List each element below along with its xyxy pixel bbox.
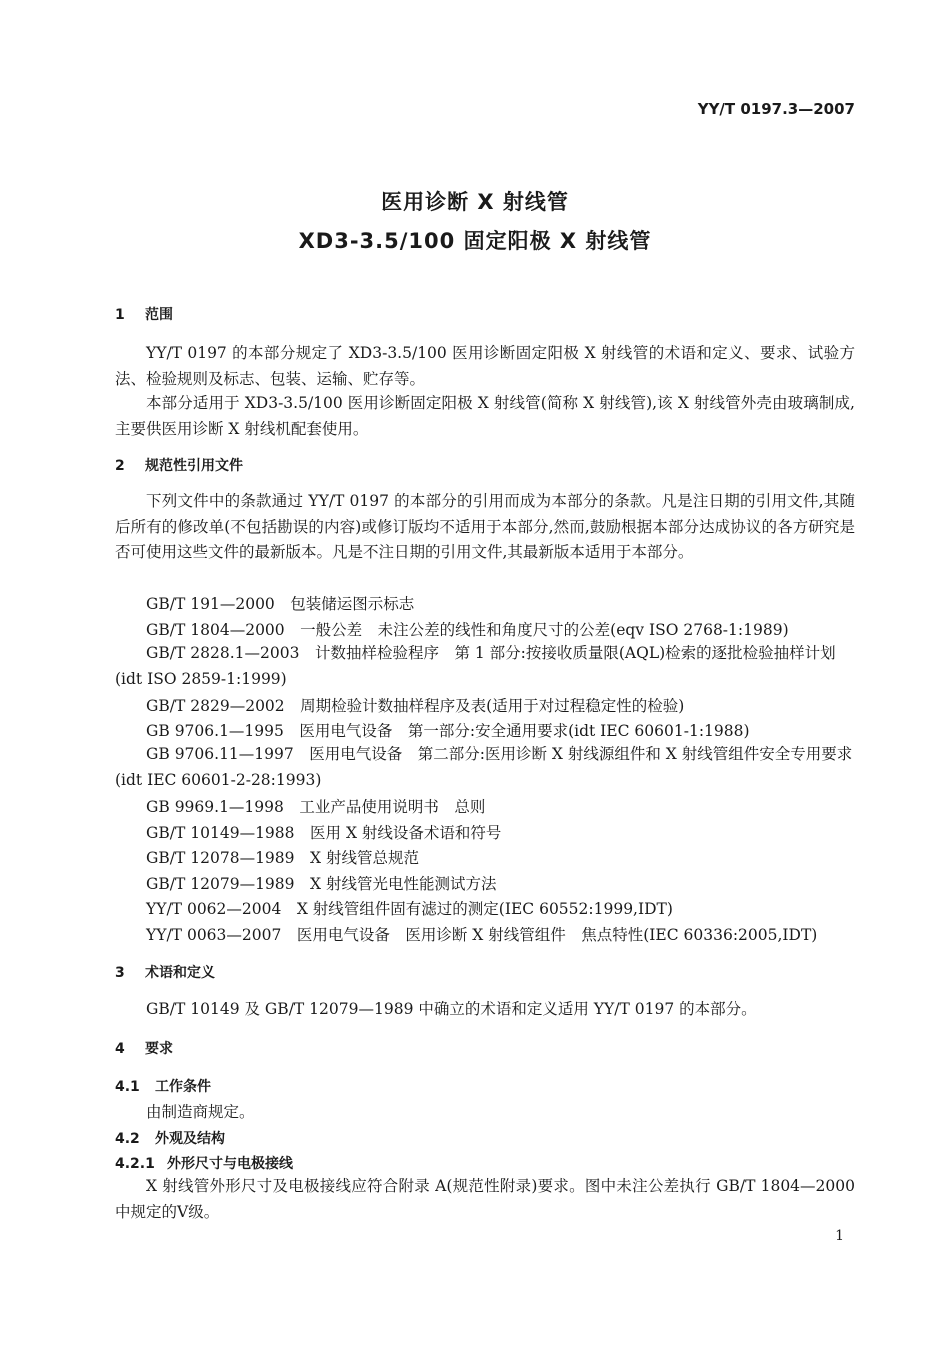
section-number: 1	[115, 307, 125, 323]
reference-item: GB 9706.1—1995 医用电气设备 第一部分:安全通用要求(idt IEC 60601-1:1988)	[146, 722, 750, 740]
section-number: 4.2	[115, 1131, 140, 1147]
section-number: 4.1	[115, 1079, 140, 1095]
reference-item: GB/T 2829—2002 周期检验计数抽样程序及表(适用于对过程稳定性的检验)	[146, 697, 685, 715]
subsection-4-1-paragraph: 由制造商规定。	[146, 1103, 255, 1121]
subsection-4-2-1-paragraph: X 射线管外形尺寸及电极接线应符合附录 A(规范性附录)要求。图中未注公差执行 GB/T 1804—2000 中规定的Ⅴ级。	[115, 1177, 855, 1221]
section-title: 规范性引用文件	[145, 458, 243, 474]
section-4-heading	[115, 1038, 173, 1058]
reference-item: GB 9706.11—1997 医用电气设备 第二部分:医用诊断 X 射线源组件和 X 射线管组件安全专用要求(idt IEC 60601-2-28:1993)	[115, 745, 853, 789]
reference-item: GB/T 1804—2000 一般公差 未注公差的线性和角度尺寸的公差(eqv ISO 2768-1:1989)	[146, 621, 789, 639]
subsection-4-2-1-heading	[115, 1153, 293, 1173]
section-number: 4.2.1	[115, 1156, 155, 1172]
section-3-heading	[115, 962, 215, 982]
section-1-heading	[115, 304, 173, 324]
reference-item: GB/T 191—2000 包装储运图示标志	[146, 595, 415, 613]
section-3-paragraph: GB/T 10149 及 GB/T 12079—1989 中确立的术语和定义适用 YY/T 0197 的本部分。	[146, 1000, 757, 1018]
reference-item: GB/T 10149—1988 医用 X 射线设备术语和符号	[146, 824, 502, 842]
section-title: 外形尺寸与电极接线	[167, 1156, 293, 1172]
reference-item: YY/T 0062—2004 X 射线管组件固有滤过的测定(IEC 60552:1999,IDT)	[146, 900, 673, 918]
subsection-4-1-heading	[115, 1076, 211, 1096]
reference-item: GB 9969.1—1998 工业产品使用说明书 总则	[146, 798, 486, 816]
section-1-paragraph-2: 本部分适用于 XD3-3.5/100 医用诊断固定阳极 X 射线管(简称 X 射线管),该 X 射线管外壳由玻璃制成,主要供医用诊断 X 射线机配套使用。	[115, 394, 855, 438]
section-number: 3	[115, 965, 125, 981]
section-number: 4	[115, 1041, 125, 1057]
subsection-4-2-heading	[115, 1128, 225, 1148]
section-title: 要求	[145, 1041, 173, 1057]
document-title-line1: 医用诊断 X 射线管	[381, 190, 569, 214]
reference-item: GB/T 12078—1989 X 射线管总规范	[146, 849, 419, 867]
section-title: 范围	[145, 307, 173, 323]
reference-item: YY/T 0063—2007 医用电气设备 医用诊断 X 射线管组件 焦点特性(IEC 60336:2005,IDT)	[146, 926, 818, 944]
section-title: 外观及结构	[155, 1131, 225, 1147]
section-1-paragraph-1: YY/T 0197 的本部分规定了 XD3-3.5/100 医用诊断固定阳极 X 射线管的术语和定义、要求、试验方法、检验规则及标志、包装、运输、贮存等。	[115, 344, 855, 388]
section-2-intro: 下列文件中的条款通过 YY/T 0197 的本部分的引用而成为本部分的条款。凡是注日期的引用文件,其随后所有的修改单(不包括勘误的内容)或修订版均不适用于本部分,然而,鼓励根据本部分达成协议的各方研究是否可使用这些文件的最新版本。凡是不注日期的引用文件,其最新版本适用于本部分。	[115, 492, 855, 561]
document-title-line2: XD3-3.5/100 固定阳极 X 射线管	[298, 229, 652, 253]
standard-code: YY/T 0197.3—2007	[697, 100, 855, 118]
section-title: 术语和定义	[145, 965, 215, 981]
reference-item: GB/T 2828.1—2003 计数抽样检验程序 第 1 部分:按接收质量限(AQL)检索的逐批检验抽样计划(idt ISO 2859-1:1999)	[115, 644, 836, 688]
section-title: 工作条件	[155, 1079, 211, 1095]
section-2-heading	[115, 455, 243, 475]
page-number: 1	[835, 1228, 844, 1244]
reference-item: GB/T 12079—1989 X 射线管光电性能测试方法	[146, 875, 497, 893]
section-number: 2	[115, 458, 125, 474]
